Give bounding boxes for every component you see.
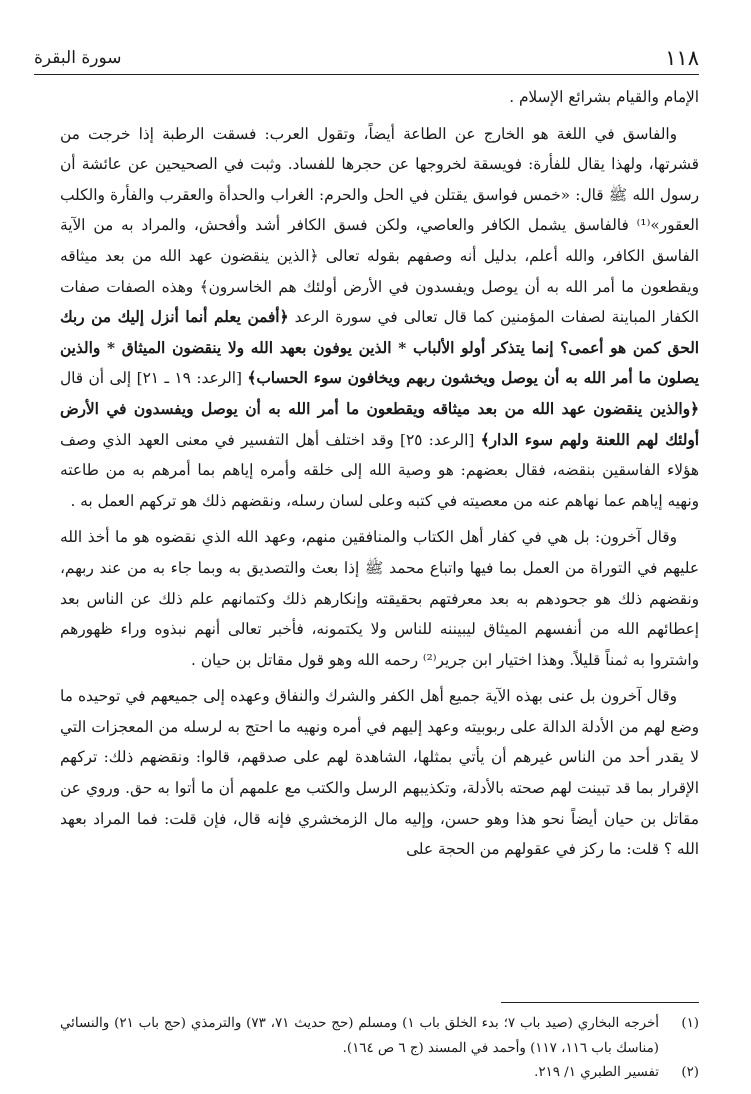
footnote (60, 1061, 699, 1086)
paragraph (60, 522, 699, 675)
paragraph (60, 681, 699, 865)
text-run: [الرعد: ٢٥] وقد اختلف أهل التفسير في معنى العهد الذي وصف هؤلاء الفاسقين بنقضه، فقال بعضهم: هو وصية الله إلى خلقه وأمره إياهم بما أمرهم به من طاعته ونهيه إياهم عما نهاهم عنه من معصيته في كتبه وعلى لسان رسله، ونقضهم ذلك هو تركهم العمل به . (60, 430, 699, 510)
quran-verse: ﴿أفمن يعلم أنما أنزل إليك من ربك الحق كمن هو أعمى؟ إنما يتذكر أولو الألباب * الذين يوفون بعهد الله ولا ينقضون الميثاق * والذين يصلون ما أمر الله به أن يوصل ويخشون ربهم ويخافون سوء الحساب﴾ (60, 308, 699, 388)
footnote-divider (501, 1002, 699, 1003)
page-header (34, 44, 699, 75)
page-number: ١١٨ (665, 46, 699, 70)
footnote-number: (١) (681, 1016, 699, 1031)
footnotes (60, 1012, 699, 1086)
paragraph (60, 82, 699, 113)
text-run: [الرعد: ١٩ ـ ٢١] إلى أن قال (60, 369, 248, 388)
running-title: سورة البقرة (34, 48, 122, 68)
footnote-text: أخرجه البخاري (صيد باب ٧؛ بدء الخلق باب ١) ومسلم (حج حديث ٧١، ٧٣) والترمذي (حج باب ٢١) والنسائي (مناسك باب ١١٦، ١١٧) وأحمد في المسند (ج ٦ ص ١٦٤). (60, 1016, 659, 1056)
paragraph (60, 119, 699, 517)
text-run: والفاسق في اللغة هو الخارج عن الطاعة أيضاً، وتقول العرب: فسقت الرطبة إذا خرجت من قشرتها، ولهذا يقال للفأرة: فويسقة لخروجها عن حجرها للفساد. وثبت في الصحيحين عن عائشة أن رسول الله ﷺ قال: «خمس فواسق يقتلن في الحل والحرم: الغراب والحدأة والعقرب والفأرة والكلب العقور»⁽¹⁾ فالفاسق يشمل الكافر والعاصي، ولكن فسق الكافر أشد وأفحش، والمراد به من الآية الفاسق الكافر، والله أعلم، بدليل أنه وصفهم بقوله تعالى ﴿الذين ينقضون عهد الله من بعد ميثاقه ويقطعون ما أمر الله به أن يوصل ويفسدون في الأرض أولئك هم الخاسرون﴾ وهذه الصفات صفات الكفار المباينة لصفات المؤمنين كما قال تعالى في سورة الرعد (60, 124, 699, 327)
footnote-number: (٢) (681, 1065, 699, 1080)
main-text (60, 82, 699, 865)
text-run: وقال آخرون بل عنى بهذه الآية جميع أهل الكفر والشرك والنفاق وعهده إلى جميعهم في توحيده ما وضع لهم من الأدلة الدالة على ربوبيته وعهد إليهم في أمره ونهيه ما احتج به لرسله من المعجزات التي لا يقدر أحد من الناس غيرهم أن يأتي بمثلها، الشاهدة لهم على صدقهم، قالوا: ونقضهم ذلك: تركهم الإقرار بما قد تبينت لهم صحته بالأدلة، وتكذيبهم الرسل والكتب مع علمهم أن ما أتوا به حق. وروي عن مقاتل بن حيان أيضاً نحو هذا وهو حسن، وإليه مال الزمخشري فإنه قال، فإن قلت: فما المراد بعهد الله ؟ قلت: ما ركز في عقولهم من الحجة على (60, 687, 699, 859)
text-run: الإمام والقيام بشرائع الإسلام . (509, 88, 699, 106)
quran-verse: ﴿والذين ينقضون عهد الله من بعد ميثاقه ويقطعون ما أمر الله به أن يوصل ويفسدون في الأرض أولئك لهم اللعنة ولهم سوء الدار﴾ (60, 399, 700, 449)
footnote-text: تفسير الطبري ١/ ٢١٩. (534, 1065, 659, 1080)
text-run: وقال آخرون: بل هي في كفار أهل الكتاب والمنافقين منهم، وعهد الله الذي نقضوه هو ما أخذ الله عليهم في التوراة من العمل بما فيها واتباع محمد ﷺ إذا بعث والتصديق به وبما جاء به من عند ربهم، ونقضهم ذلك هو جحودهم به بعد معرفتهم بحقيقته وإنكارهم ذلك وكتمانهم علم ذلك عن الناس بعد إعطائهم الله من أنفسهم الميثاق ليبيننه للناس ولا يكتمونه، فأخبر تعالى أنهم نبذوه وراء ظهورهم واشتروا به ثمناً قليلاً. وهذا اختيار ابن جرير⁽²⁾ رحمه الله وهو قول مقاتل بن حيان . (60, 528, 699, 669)
footnote (60, 1012, 699, 1061)
